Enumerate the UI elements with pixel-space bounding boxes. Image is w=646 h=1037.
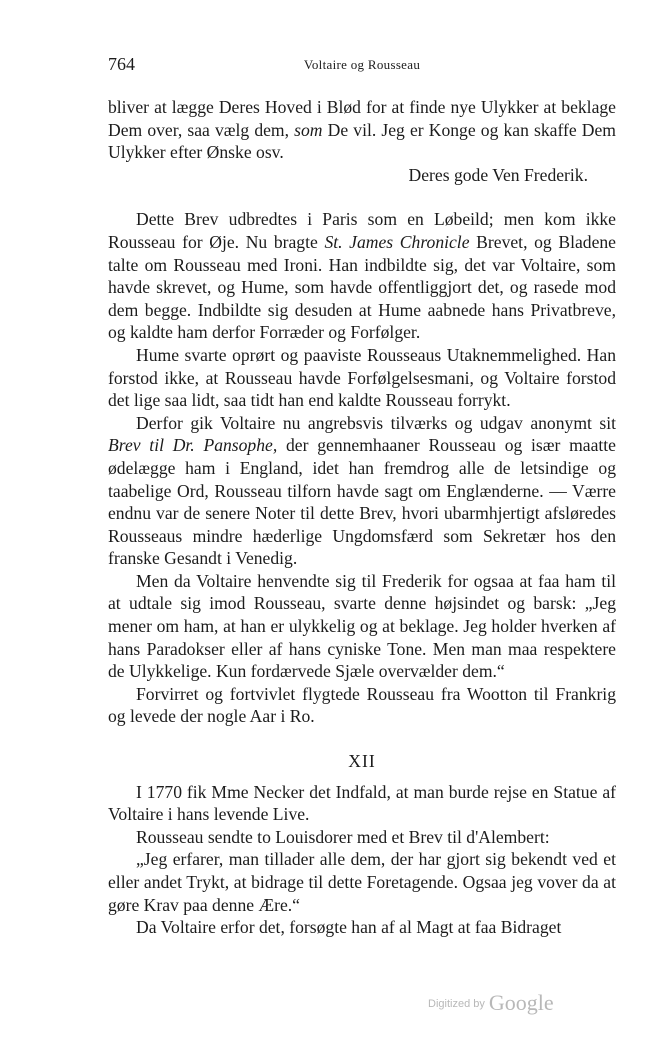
paragraph: Forvirret og fortvivlet flygtede Rousseau fra Wootton til Frankrig og levede der nogle Aar i Ro. [108,683,616,727]
paragraph: Derfor gik Voltaire nu angrebsvis tilværks og udgav anonymt sit Brev til Dr. Pansophe, der gennemhaaner Rousseau og især maatte ødelægge ham i England, idet han fremdrog alle de letsindige og taabelige Ord, Rousseau tilforn havde sagt om Englænderne. — Værre endnu var de senere Noter til dette Brev, hvori ubarmhjertigt afsløredes Rousseaus mindre hæderlige Ungdomsfærd som Sekretær hos den franske Gesandt i Venedig. [108,412,616,569]
paragraph: Dette Brev udbredtes i Paris som en Løbeild; men kom ikke Rousseau for Øje. Nu bragte St. James Chronicle Brevet, og Bladene talte om Rousseau med Ironi. Han indbildte sig, det var Voltaire, som havde skrevet, og Hume, som havde offentliggjort det, og rasede mod dem begge. Indbildte sig desuden at Hume aabnede hans Privatbreve, og kaldte ham derfor Forræder og Forfølger. [108,209,616,343]
paragraph-letter-end: bliver at lægge Deres Hoved i Blød for at finde nye Ulykker at beklage Dem over, saa vælg dem, som De vil. Jeg er Konge og kan skaffe Dem Ulykker efter Ønske osv. [108,97,616,163]
watermark-caption: Digitized by [428,998,485,1010]
page-body [108,96,616,939]
paragraph: I 1770 fik Mme Necker det Indfald, at man burde rejse en Statue af Voltaire i hans levende Live. [108,781,616,825]
work-title: Brev til Dr. Pansophe, [108,435,278,456]
newspaper-title: St. James Chronicle [324,231,470,252]
emphasis: som [294,119,323,140]
paragraph: Da Voltaire erfor det, forsøgte han af al Magt at faa Bidraget [136,917,562,938]
paragraph: Hume svarte oprørt og paaviste Rousseaus Utaknemmelighed. Han forstod ikke, at Rousseau havde Forfølgelsesmani, og Voltaire forstod det lige saa lidt, saa tidt han end kaldte Rousseau forrykt. [108,344,616,411]
running-title: Voltaire og Rousseau [303,57,421,72]
page-header [108,54,616,78]
google-logo-text: Google [488,990,554,1015]
digitized-watermark [428,990,554,1016]
chapter-heading: XII [348,751,376,772]
paragraph: Rousseau sendte to Louisdorer med et Brev til d'Alembert: [136,826,550,847]
letter-signature: Deres gode Ven Frederik. [408,164,588,185]
paragraph: Men da Voltaire henvendte sig til Frederik for ogsaa at faa ham til at udtale sig imod Rousseau, svarte denne højsindet og barsk: „Jeg mener om ham, at han er ulykkelig og at beklage. Jeg holder hverken af hans Paradokser eller af hans cyniske Tone. Men man maa respektere de Ulykkelige. Kun fordærvede Sjæle overvælder dem.“ [108,570,616,682]
page-number: 764 [108,54,135,74]
quoted-letter: „Jeg erfarer, man tillader alle dem, der har gjort sig bekendt ved et eller andet Trykt, at bidrage til dette Foretagende. Ogsaa jeg vover da at gøre Krav paa denne Ære.“ [108,849,616,915]
